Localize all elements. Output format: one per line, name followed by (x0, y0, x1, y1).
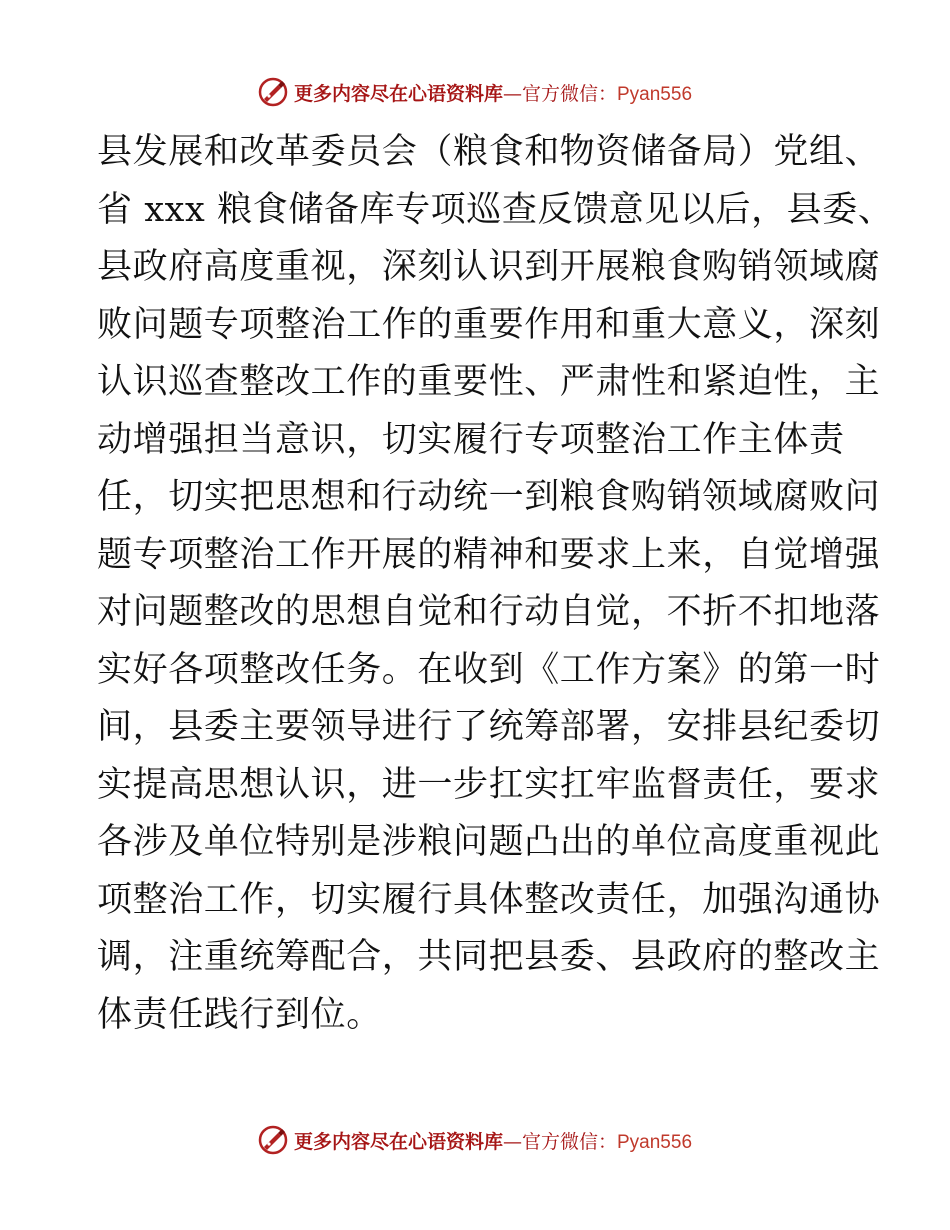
body-line: 动增强担当意识，切实履行专项整治工作主体责 (97, 419, 845, 460)
body-line: 体责任践行到位。 (97, 994, 382, 1035)
body-line: 县政府高度重视，深刻认识到开展粮食购销领域腐 (97, 247, 881, 287)
body-line: 对问题整改的思想自觉和行动自觉，不折不扣地落 (97, 592, 881, 632)
body-line: 实好各项整改任务。在收到《工作方案》的第一时 (97, 649, 881, 690)
footer-wechat-id: Pyan556 (617, 1131, 693, 1153)
header-site-text: 更多内容尽在心语资料库 (293, 82, 503, 105)
footer-site-text: 更多内容尽在心语资料库 (293, 1130, 503, 1153)
body-line: 项整治工作，切实履行具体整改责任，加强沟通协 (97, 879, 881, 920)
body-line: 各涉及单位特别是涉粮问题凸出的单位高度重视此 (97, 822, 881, 862)
header-dash: — (502, 82, 522, 105)
header-text (294, 79, 692, 106)
header-banner (0, 72, 950, 112)
pen-logo-icon (258, 77, 288, 107)
footer-text (294, 1127, 692, 1154)
body-line: 间，县委主要领导进行了统筹部署，安排县纪委切 (97, 707, 881, 747)
header-wechat-label: 官方微信： (521, 82, 617, 105)
body-line: 认识巡查整改工作的重要性、严肃性和紧迫性，主 (97, 362, 881, 402)
body-line: 省 xxx 粮食储备库专项巡查反馈意见以后，县委、 (97, 189, 894, 230)
header-wechat-id: Pyan556 (617, 83, 693, 105)
footer-dash: — (502, 1130, 522, 1153)
body-line: 任，切实把思想和行动统一到粮食购销领域腐败问 (97, 477, 881, 517)
footer-wechat-label: 官方微信： (521, 1130, 617, 1153)
body-line: 调，注重统筹配合，共同把县委、县政府的整改主 (97, 937, 881, 977)
body-line: 题专项整治工作开展的精神和要求上来，自觉增强 (97, 534, 881, 575)
body-line: 实提高思想认识，进一步扛实扛牢监督责任，要求 (97, 764, 881, 805)
pen-logo-icon (258, 1125, 288, 1155)
body-line: 败问题专项整治工作的重要作用和重大意义，深刻 (97, 304, 881, 345)
footer-banner (0, 1120, 950, 1160)
document-body (97, 124, 894, 1044)
body-line: 县发展和改革委员会（粮食和物资储备局）党组、 (97, 132, 881, 172)
